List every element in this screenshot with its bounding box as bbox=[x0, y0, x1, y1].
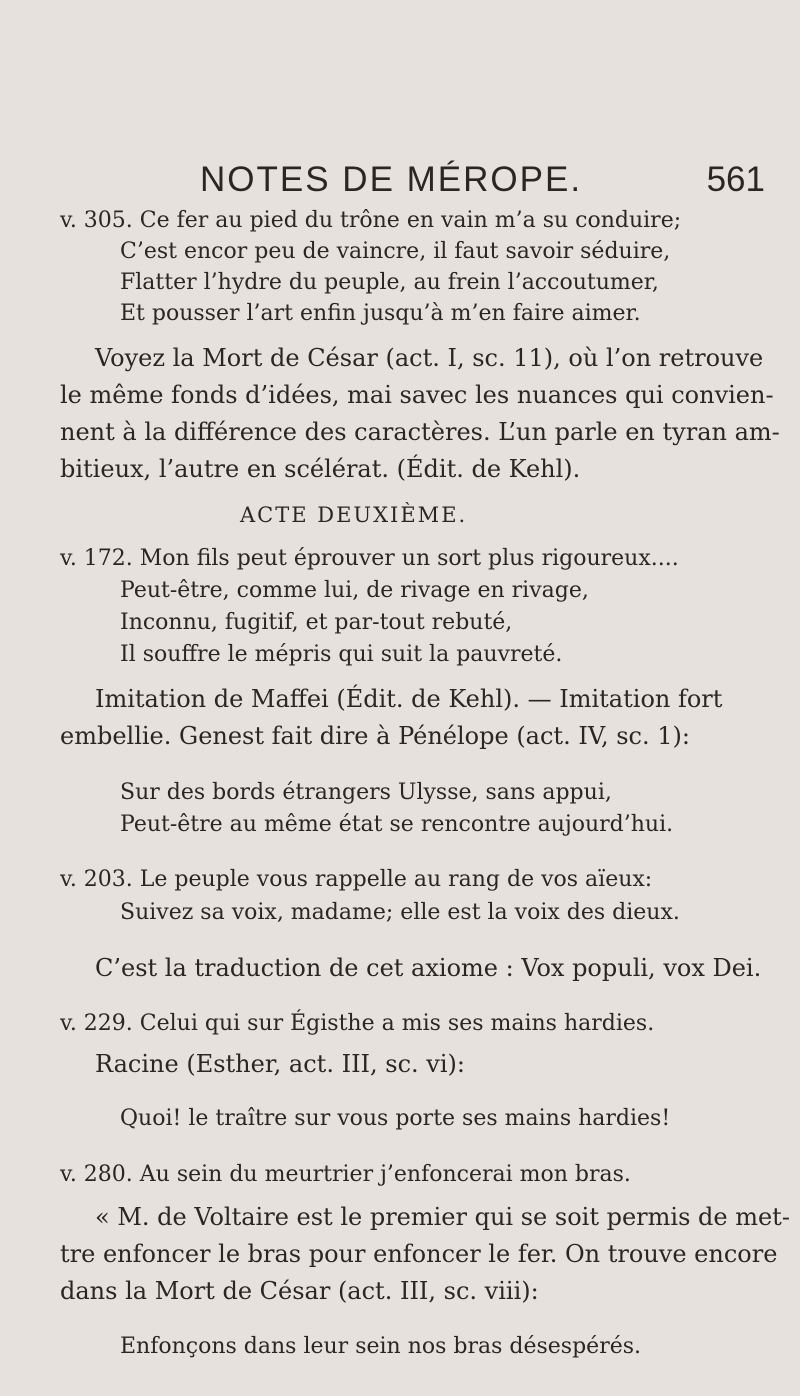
prose-line: embellie. Genest fait dire à Pénélope (act. IV, sc. 1): bbox=[60, 722, 690, 750]
prose-line: Imitation de Maffei (Édit. de Kehl). — Imitation fort bbox=[95, 685, 723, 713]
verse-line: v. 229. Celui qui sur Égisthe a mis ses mains hardies. bbox=[60, 1011, 655, 1036]
verse-line: Inconnu, fugitif, et par-tout rebuté, bbox=[120, 610, 513, 635]
verse-line: Peut-être, comme lui, de rivage en rivage, bbox=[120, 578, 589, 603]
verse-line: Il souffre le mépris qui suit la pauvreté. bbox=[120, 642, 563, 667]
prose-line: « M. de Voltaire est le premier qui se soit permis de met- bbox=[95, 1203, 790, 1231]
verse-line: C’est encor peu de vaincre, il faut savoir séduire, bbox=[120, 239, 671, 264]
verse-line: Et pousser l’art enfin jusqu’à m’en faire aimer. bbox=[120, 301, 641, 326]
running-title: NOTES DE MÉROPE. bbox=[200, 160, 583, 199]
verse-line: Enfonçons dans leur sein nos bras désespérés. bbox=[120, 1334, 642, 1359]
prose-line: Voyez la Mort de César (act. I, sc. 11), où l’on retrouve bbox=[95, 344, 764, 372]
verse-line: v. 203. Le peuple vous rappelle au rang de vos aïeux: bbox=[60, 867, 653, 892]
verse-line: v. 172. Mon fils peut éprouver un sort plus rigoureux.... bbox=[60, 546, 679, 571]
page-header bbox=[0, 160, 800, 210]
section-heading: ACTE DEUXIÈME. bbox=[240, 503, 468, 527]
page-number: 561 bbox=[706, 160, 765, 199]
prose-line: Racine (Esther, act. III, sc. vi): bbox=[95, 1050, 465, 1078]
prose-line: tre enfoncer le bras pour enfoncer le fer. On trouve encore bbox=[60, 1240, 778, 1268]
prose-line: bitieux, l’autre en scélérat. (Édit. de Kehl). bbox=[60, 455, 581, 483]
prose-line: nent à la différence des caractères. L’un parle en tyran am- bbox=[60, 418, 780, 446]
verse-line: Sur des bords étrangers Ulysse, sans appui, bbox=[120, 780, 612, 805]
verse-line: v. 305. Ce fer au pied du trône en vain m’a su conduire; bbox=[60, 208, 682, 233]
verse-line: v. 280. Au sein du meurtrier j’enfoncerai mon bras. bbox=[60, 1162, 631, 1187]
prose-line: C’est la traduction de cet axiome : Vox populi, vox Dei. bbox=[95, 954, 762, 982]
verse-line: Flatter l’hydre du peuple, au frein l’accoutumer, bbox=[120, 270, 659, 295]
prose-line: le même fonds d’idées, mai savec les nuances qui convien- bbox=[60, 381, 774, 409]
verse-line: Peut-être au même état se rencontre aujourd’hui. bbox=[120, 812, 674, 837]
prose-line: dans la Mort de César (act. III, sc. viii): bbox=[60, 1277, 539, 1305]
verse-line: Suivez sa voix, madame; elle est la voix des dieux. bbox=[120, 900, 680, 925]
verse-line: Quoi! le traître sur vous porte ses mains hardies! bbox=[120, 1106, 671, 1131]
